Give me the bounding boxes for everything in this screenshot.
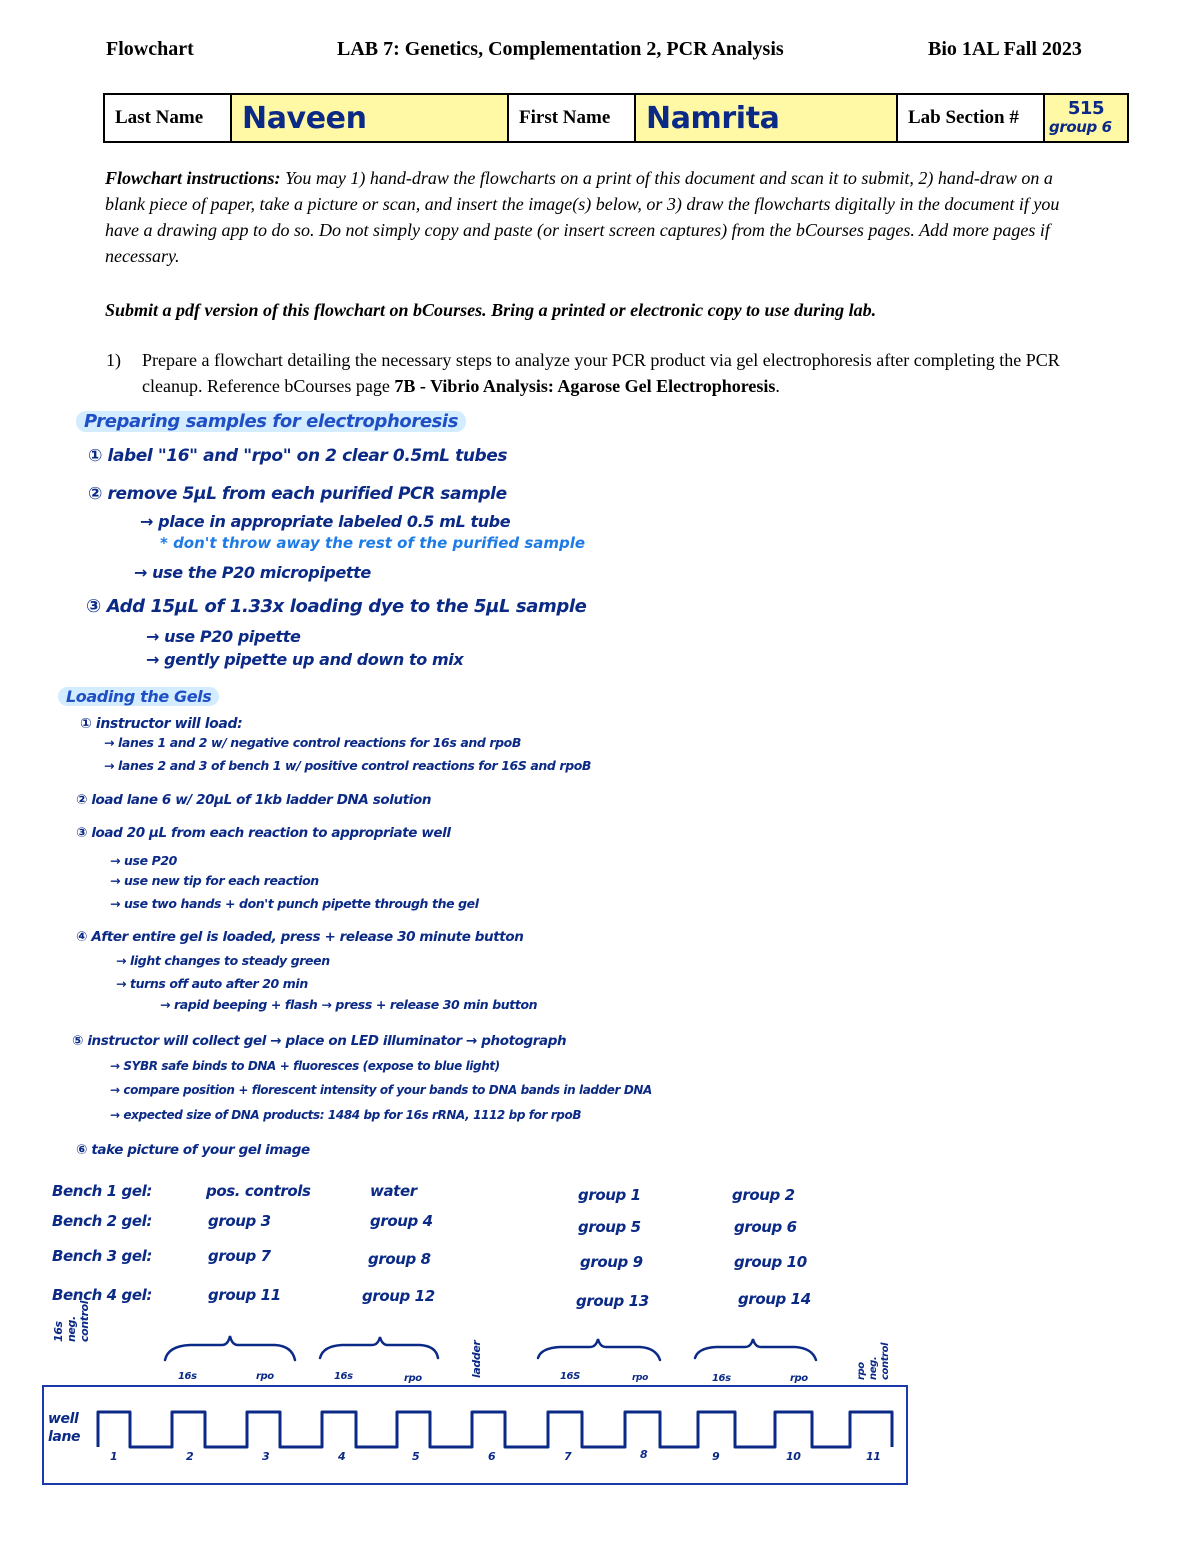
- note-substep: → use new tip for each reaction: [110, 873, 319, 888]
- bench-cell: group 4: [370, 1212, 433, 1230]
- lab-section-field[interactable]: [1044, 94, 1128, 142]
- bench-label: Bench 2 gel:: [52, 1212, 152, 1230]
- last-name-field[interactable]: [231, 94, 508, 142]
- lane-number: 2: [186, 1450, 194, 1463]
- bench-cell: water: [370, 1182, 417, 1200]
- note-step: ④ After entire gel is loaded, press + release 30 minute button: [76, 929, 524, 945]
- last-name-label: Last Name: [104, 94, 231, 142]
- note-substep: → lanes 2 and 3 of bench 1 w/ positive control reactions for 16S and rpoB: [104, 758, 592, 773]
- name-table: [103, 93, 1129, 143]
- note-substep: → use P20 pipette: [146, 627, 301, 646]
- brace-label: 16S: [560, 1371, 580, 1382]
- first-name-field[interactable]: [635, 94, 897, 142]
- bench-cell: pos. controls: [206, 1182, 311, 1200]
- bench-cell: group 13: [576, 1292, 649, 1310]
- gel-ladder-label: ladder: [470, 1340, 483, 1378]
- bench-label: Bench 3 gel:: [52, 1247, 152, 1265]
- bench-cell: group 14: [738, 1290, 811, 1308]
- bench-cell: group 7: [208, 1247, 271, 1265]
- lane-number: 7: [564, 1450, 572, 1463]
- bench-cell: group 8: [368, 1250, 431, 1268]
- note-step: ⑤ instructor will collect gel → place on LED illuminator → photograph: [72, 1033, 567, 1049]
- submit-note: Submit a pdf version of this flowchart on bCourses. Bring a printed or electronic copy to use during lab.: [105, 300, 877, 320]
- question-end: .: [775, 376, 780, 396]
- bench-cell: group 10: [734, 1253, 807, 1271]
- bench-cell: group 2: [732, 1186, 795, 1204]
- lane-number: 3: [262, 1450, 270, 1463]
- instructions-lead: Flowchart instructions:: [105, 168, 281, 188]
- question-1: [106, 347, 1096, 399]
- note-substep: → lanes 1 and 2 w/ negative control reactions for 16s and rpoB: [104, 735, 521, 750]
- flowchart-instructions: [105, 165, 1085, 269]
- brace-group-3: [538, 1339, 660, 1360]
- gel-row-label: well lane: [48, 1411, 81, 1445]
- lab-section-value: 515: [1067, 98, 1105, 119]
- bench-label: Bench 4 gel:: [52, 1286, 152, 1304]
- lab-section-label: Lab Section #: [897, 94, 1044, 142]
- well-outline: [98, 1412, 892, 1447]
- section-title-loading: Loading the Gels: [58, 687, 219, 706]
- lane-number: 1: [110, 1450, 118, 1463]
- brace-group-4: [695, 1339, 816, 1360]
- bench-cell: group 1: [578, 1186, 641, 1204]
- question-text: Prepare a flowchart detailing the necessary steps to analyze your PCR product via gel electrophoresis after completing the PCR cleanup. Reference bCourses page: [142, 350, 1060, 396]
- doc-header-left: Flowchart: [106, 38, 194, 60]
- brace-label: 16s: [178, 1371, 197, 1382]
- note-substep: → light changes to steady green: [116, 953, 330, 968]
- first-name-label: First Name: [508, 94, 635, 142]
- note-substep: → use P20: [110, 853, 177, 868]
- bench-cell: group 6: [734, 1218, 797, 1236]
- note-step: ① instructor will load:: [80, 716, 243, 732]
- lane-number: 11: [866, 1450, 881, 1463]
- brace-group-1: [165, 1336, 295, 1360]
- section-title-preparing: Preparing samples for electrophoresis: [76, 411, 466, 432]
- lane-number: 6: [488, 1450, 496, 1463]
- note-substep: → SYBR safe binds to DNA + fluoresces (expose to blue light): [110, 1059, 500, 1073]
- note-substep: → expected size of DNA products: 1484 bp for 16s rRNA, 1112 bp for rpoB: [110, 1108, 582, 1122]
- question-number: 1): [106, 350, 121, 370]
- instructions-text: You may 1) hand-draw the flowcharts on a print of this document and scan it to submit, 2) hand-draw on a blank piece of paper, take a picture or scan, and insert the image(s) below, or 3) draw the flowcharts digitally in the document if you have a drawing app to do so. Do not simply copy and paste (or insert screen captures) from the bCourses pages. Add more pages if necessary.: [105, 168, 1060, 266]
- bench-cell: group 5: [578, 1218, 641, 1236]
- note-step: ③ load 20 µL from each reaction to appropriate well: [76, 825, 451, 841]
- note-step: ① label "16" and "rpo" on 2 clear 0.5mL tubes: [88, 446, 508, 466]
- gel-neg-control-16s: 16s neg. control: [52, 1300, 91, 1342]
- lane-number: 5: [412, 1450, 420, 1463]
- brace-label: rpo: [404, 1373, 422, 1384]
- note-warning: * don't throw away the rest of the purified sample: [160, 534, 586, 552]
- brace-group-2: [320, 1337, 438, 1358]
- brace-label: rpo: [790, 1373, 808, 1384]
- note-substep: → rapid beeping + flash → press + release 30 min button: [160, 997, 538, 1012]
- brace-label: rpo: [632, 1373, 648, 1383]
- note-step: ② load lane 6 w/ 20µL of 1kb ladder DNA solution: [76, 792, 432, 808]
- doc-header-right: Bio 1AL Fall 2023: [928, 38, 1082, 60]
- lane-number: 4: [338, 1450, 346, 1463]
- bench-label: Bench 1 gel:: [52, 1182, 152, 1200]
- lane-number: 8: [640, 1448, 648, 1461]
- last-name-value: Naveen: [242, 100, 367, 136]
- brace-label: rpo: [256, 1371, 274, 1382]
- lane-number: 10: [786, 1450, 801, 1463]
- gel-neg-control-rpo: rpo neg. control: [856, 1342, 891, 1380]
- doc-header-title: LAB 7: Genetics, Complementation 2, PCR Analysis: [337, 38, 784, 60]
- brace-label: 16s: [334, 1371, 353, 1382]
- bench-cell: group 11: [208, 1286, 281, 1304]
- note-step: ⑥ take picture of your gel image: [76, 1142, 310, 1158]
- note-substep: → use two hands + don't punch pipette through the gel: [110, 896, 479, 911]
- bench-cell: group 9: [580, 1253, 643, 1271]
- bench-cell: group 12: [362, 1287, 435, 1305]
- brace-label: 16s: [712, 1373, 731, 1384]
- lab-group-value: group 6: [1049, 118, 1112, 136]
- bench-cell: group 3: [208, 1212, 271, 1230]
- gel-wells: [0, 1400, 1200, 1460]
- note-substep: → turns off auto after 20 min: [116, 976, 308, 991]
- note-step: ② remove 5µL from each purified PCR sample: [88, 484, 507, 504]
- note-substep: → place in appropriate labeled 0.5 mL tube: [140, 512, 511, 531]
- lane-number: 9: [712, 1450, 720, 1463]
- first-name-value: Namrita: [646, 100, 780, 136]
- question-reference: 7B - Vibrio Analysis: Agarose Gel Electrophoresis: [394, 376, 776, 396]
- note-substep: → compare position + florescent intensity of your bands to DNA bands in ladder DNA: [110, 1083, 652, 1097]
- note-substep: → gently pipette up and down to mix: [146, 650, 464, 669]
- note-step: ③ Add 15µL of 1.33x loading dye to the 5µL sample: [86, 596, 587, 617]
- note-substep: → use the P20 micropipette: [134, 563, 371, 582]
